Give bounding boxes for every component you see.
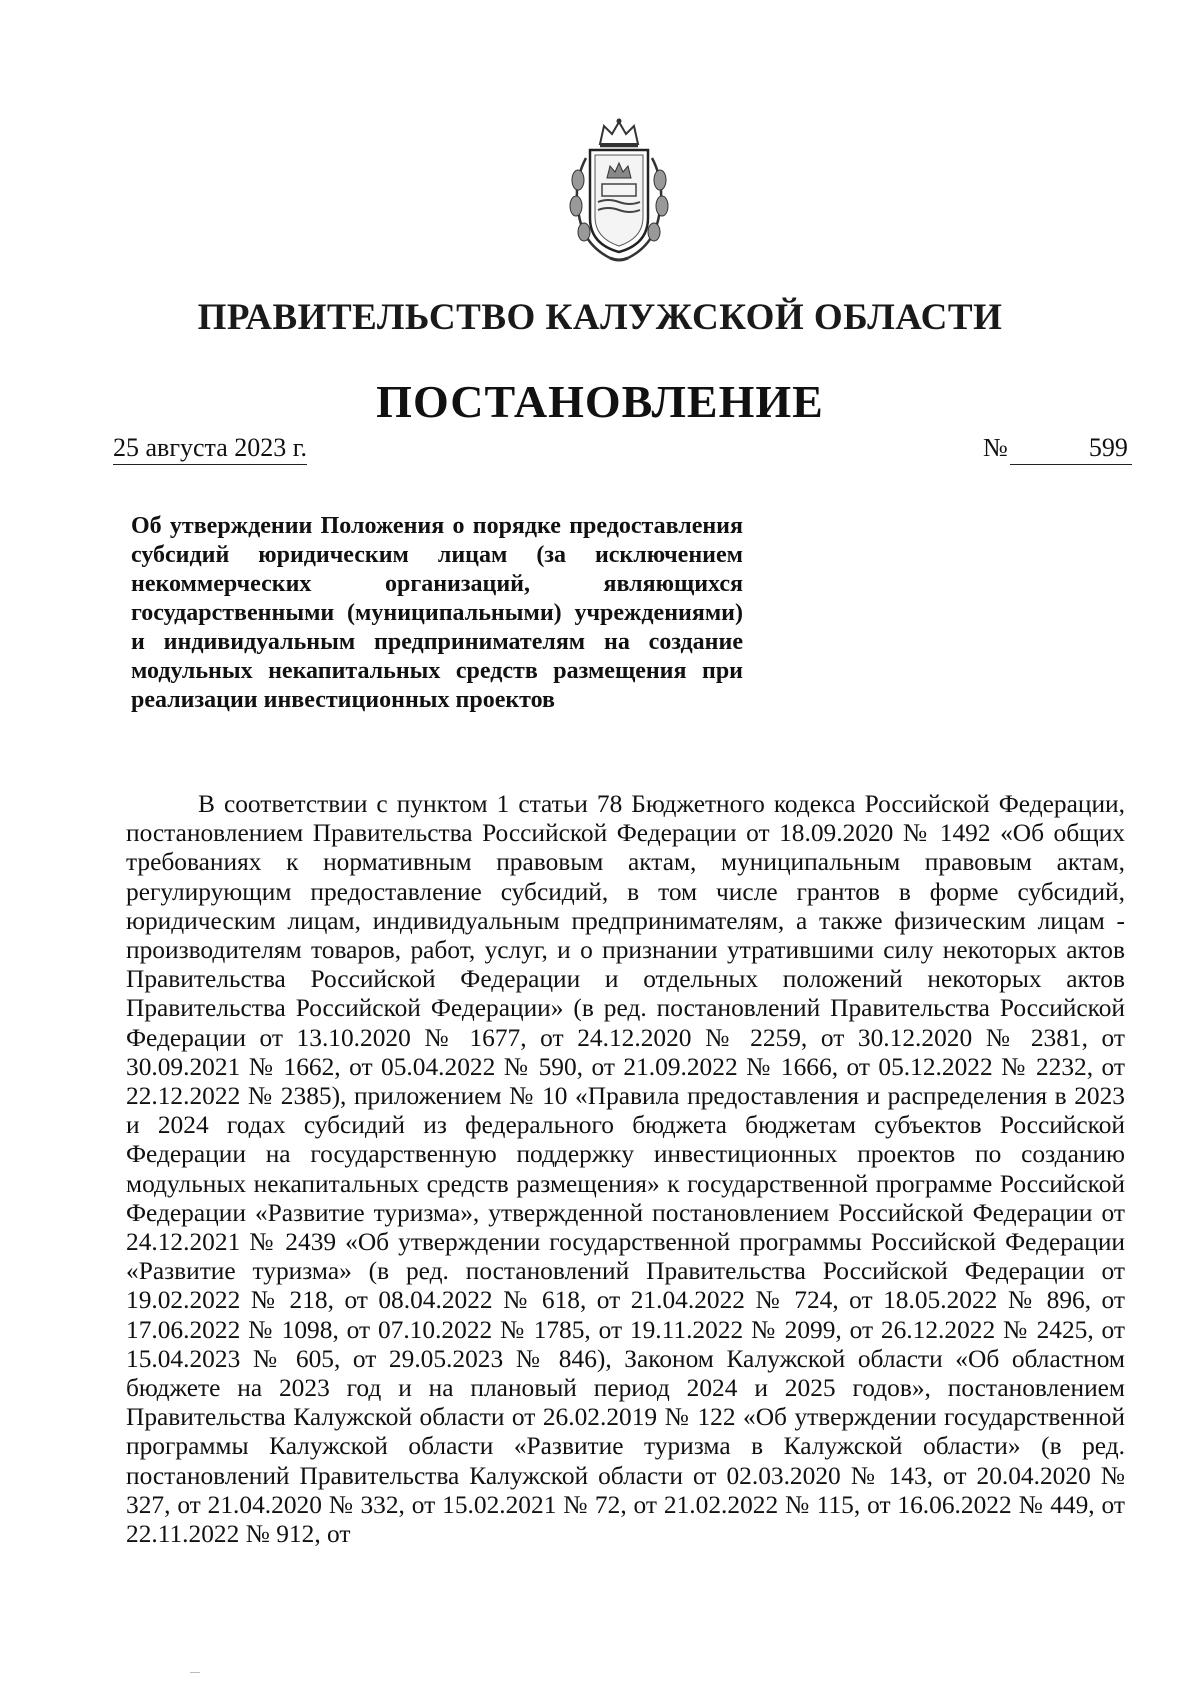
number-value: 599: [1010, 432, 1132, 465]
number-label: №: [983, 433, 1008, 462]
scan-mark: [190, 1672, 200, 1673]
coat-of-arms-icon: [560, 118, 678, 264]
document-date: 25 августа 2023 г.: [113, 432, 307, 465]
document-subject: Об утверждении Положения о порядке предоставления субсидий юридическим лицам (за исключением некоммерческих организаций, являющихся государственными (муниципальными) учреждениями) и индивидуальным предпринимателям на создание модульных некапитальных средств размещения при реализации инвестиционных проектов: [131, 513, 743, 713]
document-type-title: ПОСТАНОВЛЕНИЕ: [376, 376, 824, 427]
body-paragraph: В соответствии с пунктом 1 статьи 78 Бюджетного кодекса Российской Федерации, постановлением Правительства Российской Федерации от 18.09.2020 № 1492 «Об общих требованиях к нормативным правовым актам, муниципальным правовым актам, регулирующим предоставление субсидий, в том числе грантов в форме субсидий, юридическим лицам, индивидуальным предпринимателям, а также физическим лицам - производителям товаров, работ, услуг, и о признании утратившими силу некоторых актов Правительства Российской Федерации и отдельных положений некоторых актов Правительства Российской Федерации» (в ред. постановлений Правительства Российской Федерации от 13.10.2020 № 1677, от 24.12.2020 № 2259, от 30.12.2020 № 2381, от 30.09.2021 № 1662, от 05.04.2022 № 590, от 21.09.2022 № 1666, от 05.12.2022 № 2232, от 22.12.2022 № 2385), приложением № 10 «Правила предоставления и распределения в 2023 и 2024 годах субсидий из федерального бюджета бюджетам субъектов Российской Федерации на государственную поддержку инвестиционных проектов по созданию модульных некапитальных средств размещения» к государственной программе Российской Федерации «Развитие туризма», утвержденной постановлением Российской Федерации от 24.12.2021 № 2439 «Об утверждении государственной программы Российской Федерации «Развитие туризма» (в ред. постановлений Правительства Российской Федерации от 19.02.2022 № 218, от 08.04.2022 № 618, от 21.04.2022 № 724, от 18.05.2022 № 896, от 17.06.2022 № 1098, от 07.10.2022 № 1785, от 19.11.2022 № 2099, от 26.12.2022 № 2425, от 15.04.2023 № 605, от 29.05.2023 № 846), Законом Калужской области «Об областном бюджете на 2023 год и на плановый период 2024 и 2025 годов», постановлением Правительства Калужской области от 26.02.2019 № 122 «Об утверждении государственной программы Калужской области «Развитие туризма в Калужской области» (в ред. постановлений Правительства Калужской области от 02.03.2020 № 143, от 20.04.2020 № 327, от 21.04.2020 № 332, от 15.02.2021 № 72, от 21.02.2022 № 115, от 16.06.2022 № 449, от 22.11.2022 № 912, от: [126, 790, 1125, 1549]
document-number: [983, 432, 1132, 465]
organization-title: ПРАВИТЕЛЬСТВО КАЛУЖСКОЙ ОБЛАСТИ: [197, 297, 1003, 338]
